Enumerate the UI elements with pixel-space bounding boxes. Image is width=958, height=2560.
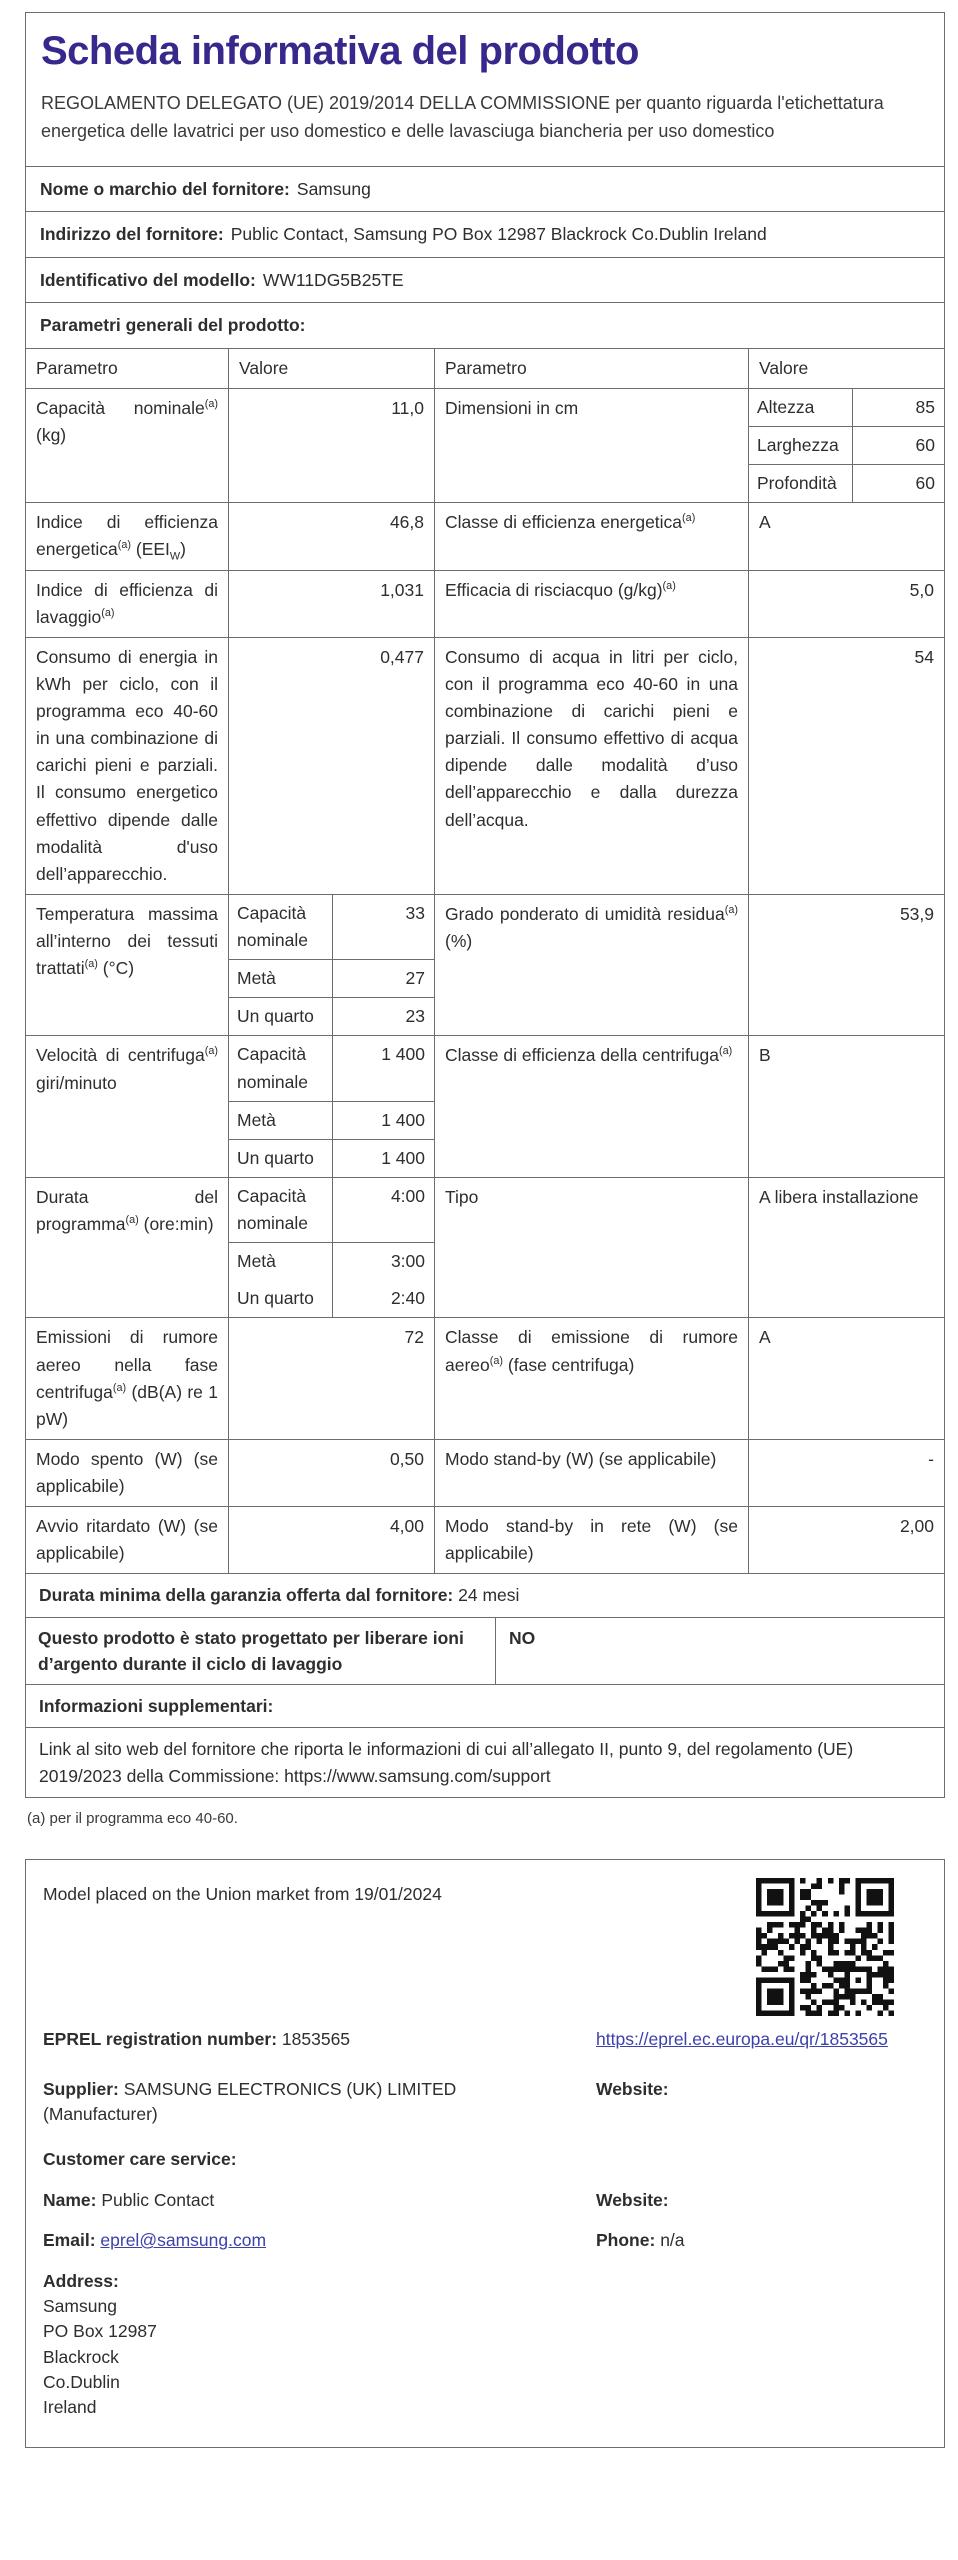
supplier-address-row	[26, 211, 944, 257]
energy-consumption-param: Consumo di energia in kWh per ciclo, con il programma eco 40-60 in una combinazione di carichi pieni e parziali. Il consumo energetico effettivo dipende dalle modalità d'uso dell’apparecchio.	[26, 638, 229, 894]
care-name-row	[26, 2188, 944, 2213]
care-phone-value: n/a	[660, 2230, 685, 2251]
temp-rated-value: 33	[405, 902, 425, 923]
subscript-w: W	[169, 550, 181, 563]
duration-half-value: 3:00	[390, 1251, 425, 1272]
networked-standby-value: 2,00	[899, 1516, 934, 1537]
eprel-row	[26, 2027, 944, 2052]
eei-param: Indice di efficienza energetica$^{(a)}$ $(EEI_W)$	[26, 503, 229, 569]
warranty-label: Durata minima della garanzia offerta dal fornitore:	[39, 1585, 454, 1606]
water-consumption-param: Consumo di acqua in litri per ciclo, con il programma eco 40-60 in una combinazione di carichi pieni e parziali. Il consumo effettivo di acqua dipende dalle modalità d’uso dell’apparecchio e dalla durezza dell’acqua.	[435, 638, 749, 894]
address-line-1: Samsung	[43, 2295, 117, 2316]
duration-half-label: Metà	[229, 1243, 333, 1280]
model-id-value: WW11DG5B25TE	[262, 269, 404, 290]
customer-care-label: Customer care service:	[43, 2149, 237, 2170]
networked-standby-param: Modo stand-by in rete (W) (se applicabile)	[435, 1507, 749, 1573]
dimension-depth-value: 60	[915, 473, 935, 494]
standby-param: Modo stand-by (W) (se applicabile)	[435, 1440, 749, 1506]
title-block	[26, 13, 944, 166]
care-email-label: Email:	[43, 2230, 96, 2251]
eei-value: 46,8	[229, 503, 435, 569]
duration-half-row	[229, 1242, 434, 1280]
qr-code	[756, 1878, 894, 2016]
placed-on-market-text: Model placed on the Union market from 19/01/2024	[43, 1883, 442, 1904]
eprel-label: EPREL registration number:	[43, 2029, 278, 2050]
supplier-link-cell	[26, 1728, 944, 1797]
temp-quarter-row	[229, 997, 434, 1035]
spin-class-param: Classe di efficienza della centrifuga$^{(a)}$	[435, 1036, 749, 1177]
dimension-width-row	[749, 426, 944, 464]
product-fiche-sheet	[25, 12, 945, 1798]
spin-rated-row	[229, 1036, 434, 1100]
temp-rated-row	[229, 895, 434, 959]
footnote-marker: (a)	[117, 539, 131, 552]
noise-class-param: Classe di emissione di rumore aereo$^{(a)}$ (fase centrifuga)	[435, 1318, 749, 1439]
off-mode-param: Modo spento (W) (se applicabile)	[26, 1440, 229, 1506]
footnote-marker: (a)	[489, 1354, 504, 1367]
rinsing-param: Efficacia di risciacquo $(g/kg)^{(a)}$	[435, 571, 749, 637]
row-additional-info	[26, 1684, 944, 1727]
spin-half-label: Metà	[229, 1102, 333, 1139]
silver-ions-label: Questo prodotto è stato progettato per liberare ioni d’argento durante il ciclo di lavaggio	[26, 1618, 496, 1685]
supplier-name-value: Samsung	[296, 178, 371, 199]
duration-quarter-label: Un quarto	[229, 1280, 333, 1317]
spin-half-row	[229, 1101, 434, 1139]
row-max-temperature	[26, 894, 944, 1036]
supplier-link-text: Link al sito web del fornitore che riporta le informazioni di cui all’allegato II, punto 9, del regolamento (UE) 2019/2023 della Commissione:	[39, 1739, 854, 1786]
dimension-depth-label: Profondità	[749, 465, 853, 502]
max-temperature-subtable	[229, 895, 435, 1036]
dimension-height-row	[749, 389, 944, 426]
duration-rated-label: Capacità nominale	[229, 1178, 333, 1242]
noise-value: 72	[229, 1318, 435, 1439]
energy-consumption-value: 0,477	[229, 638, 435, 894]
footnote-marker: (a)	[682, 512, 696, 525]
energy-class-param: Classe di efficienza energetica$^{(a)}$	[435, 503, 749, 569]
supplier-label: Supplier:	[43, 2078, 119, 2099]
dimension-height-value: 85	[915, 396, 935, 417]
temp-quarter-value: 23	[405, 1006, 425, 1027]
footnote-marker: (a)	[101, 606, 115, 619]
rinsing-value: 5,0	[909, 579, 934, 600]
capacity-value: 11,0	[229, 389, 435, 502]
delayed-start-value: 4,00	[229, 1507, 435, 1573]
spin-half-value: 1 400	[381, 1109, 425, 1130]
capacity-param: Capacità nominale$^{(a)}$ (kg)	[26, 389, 229, 502]
footnote-marker: (a)	[84, 958, 98, 971]
row-energy-efficiency-index	[26, 502, 944, 569]
website-label: Website:	[596, 2078, 669, 2099]
row-delayed-start	[26, 1506, 944, 1573]
address-line-2: PO Box 12987	[43, 2321, 157, 2342]
dimension-width-value: 60	[915, 435, 935, 456]
footnote-marker: (a)	[204, 398, 218, 411]
washing-index-param: Indice di efficienza di lavaggio$^{(a)}$	[26, 571, 229, 637]
duration-subtable	[229, 1178, 435, 1318]
dimension-height-label: Altezza	[749, 389, 853, 426]
footnote-marker: (a)	[662, 579, 676, 592]
type-param: Tipo	[435, 1178, 749, 1318]
care-phone-label: Phone:	[596, 2230, 656, 2251]
page-title: Scheda informativa del prodotto	[41, 29, 639, 73]
footnote: (a) per il programma eco 40-60.	[27, 1809, 238, 1827]
row-capacity	[26, 388, 944, 502]
spin-quarter-row	[229, 1139, 434, 1177]
additional-info-label: Informazioni supplementari:	[39, 1696, 274, 1717]
noise-class-value: A	[759, 1327, 771, 1348]
care-website-label: Website:	[596, 2189, 669, 2210]
water-consumption-value: 54	[914, 646, 934, 667]
temp-half-row	[229, 959, 434, 997]
row-noise-emissions	[26, 1317, 944, 1439]
care-name-label: Name:	[43, 2189, 97, 2210]
care-address-label: Address:	[43, 2270, 119, 2291]
silver-ions-value: NO	[509, 1627, 536, 1648]
care-email-link[interactable]: eprel@samsung.com	[100, 2230, 267, 2251]
max-temperature-param: Temperatura massima all’interno dei tessuti trattati$^{(a)}$ (°C)	[26, 895, 229, 1036]
row-energy-consumption	[26, 637, 944, 894]
washing-index-value: 1,031	[229, 571, 435, 637]
dimension-depth-row	[749, 464, 944, 502]
eprel-link[interactable]: https://eprel.ec.europa.eu/qr/1853565	[596, 2029, 888, 2050]
footnote-marker: (a)	[204, 1045, 218, 1058]
spin-rated-value: 1 400	[381, 1044, 425, 1065]
model-id-label: Identificativo del modello:	[40, 269, 256, 290]
footnote-marker: (a)	[724, 904, 738, 917]
footnote-marker: (a)	[112, 1381, 127, 1394]
temp-quarter-label: Un quarto	[229, 998, 333, 1035]
row-supplier-link	[26, 1727, 944, 1797]
row-spin-speed	[26, 1035, 944, 1177]
energy-class-value: A	[759, 512, 771, 533]
spin-class-value: B	[759, 1045, 771, 1066]
duration-rated-value: 4:00	[390, 1185, 425, 1206]
dimensions-param: Dimensioni in cm	[435, 389, 749, 502]
residual-humidity-value: 53,9	[899, 903, 934, 924]
spin-speed-subtable	[229, 1036, 435, 1177]
duration-param: Durata del programma$^{(a)}$ (ore:min)	[26, 1178, 229, 1318]
temp-half-value: 27	[405, 968, 425, 989]
supplier-name-label: Nome o marchio del fornitore:	[40, 178, 290, 199]
spin-quarter-label: Un quarto	[229, 1140, 333, 1177]
supplier-value: SAMSUNG ELECTRONICS (UK) LIMITED (Manufacturer)	[43, 2078, 457, 2125]
table-header-row	[26, 349, 944, 388]
supplier-name-row	[26, 166, 944, 212]
supplier-link-url[interactable]: https://www.samsung.com/support	[284, 1765, 551, 1786]
eprel-number: 1853565	[281, 2029, 351, 2050]
warranty-cell	[26, 1574, 532, 1616]
address-line-4: Co.Dublin	[43, 2372, 120, 2393]
customer-care-heading-row	[26, 2147, 944, 2172]
noise-param: Emissioni di rumore aereo nella fase centrifuga$^{(a)}$ (dB(A) re 1 pW)	[26, 1318, 229, 1439]
address-line-5: Ireland	[43, 2397, 97, 2418]
general-params-heading: Parametri generali del prodotto:	[26, 302, 944, 348]
supplier-address-label: Indirizzo del fornitore:	[40, 224, 224, 245]
spin-quarter-value: 1 400	[381, 1147, 425, 1168]
duration-rated-row	[229, 1178, 434, 1242]
regulation-text: REGOLAMENTO DELEGATO (UE) 2019/2014 DELLA COMMISSIONE per quanto riguarda l'etichettatura energetica delle lavatrici per uso domestico e delle lavasciuga biancheria per uso domestico	[41, 93, 884, 141]
temp-half-label: Metà	[229, 960, 333, 997]
supplier-address-value: Public Contact, Samsung PO Box 12987 Blackrock Co.Dublin Ireland	[230, 224, 767, 245]
footnote-marker: (a)	[719, 1045, 733, 1058]
standby-value: -	[928, 1448, 934, 1469]
spin-speed-param: Velocità di centrifuga$^{(a)}$ giri/minuto	[26, 1036, 229, 1177]
care-name-value: Public Contact	[101, 2189, 215, 2210]
parameters-table	[26, 348, 944, 1797]
duration-quarter-value: 2:40	[390, 1288, 425, 1309]
supplier-row	[26, 2077, 944, 2128]
model-id-row	[26, 257, 944, 303]
warranty-value: 24 mesi	[458, 1585, 520, 1606]
row-warranty	[26, 1573, 944, 1616]
dimensions-subtable	[749, 389, 944, 502]
footnote-marker: (a)	[125, 1214, 139, 1227]
spin-rated-label: Capacità nominale	[229, 1036, 333, 1100]
col-header-value-2: Valore	[759, 357, 809, 378]
address-line-3: Blackrock	[43, 2346, 119, 2367]
duration-quarter-row	[229, 1280, 434, 1317]
delayed-start-param: Avvio ritardato (W) (se applicabile)	[26, 1507, 229, 1573]
col-header-param-1: Parametro	[26, 349, 229, 388]
row-washing-index	[26, 570, 944, 637]
row-off-mode	[26, 1439, 944, 1506]
row-programme-duration	[26, 1177, 944, 1318]
row-silver-ions	[26, 1617, 944, 1685]
off-mode-value: 0,50	[229, 1440, 435, 1506]
care-email-row	[26, 2228, 944, 2253]
type-value: A libera installazione	[759, 1186, 919, 1207]
dimension-width-label: Larghezza	[749, 427, 853, 464]
col-header-param-2: Parametro	[435, 349, 749, 388]
temp-rated-label: Capacità nominale	[229, 895, 333, 959]
col-header-value-1: Valore	[229, 349, 435, 388]
residual-humidity-param: Grado ponderato di umidità residua$^{(a)}$ (%)	[435, 895, 749, 1036]
care-address-block	[26, 2269, 944, 2421]
market-info-box	[25, 1859, 945, 2448]
